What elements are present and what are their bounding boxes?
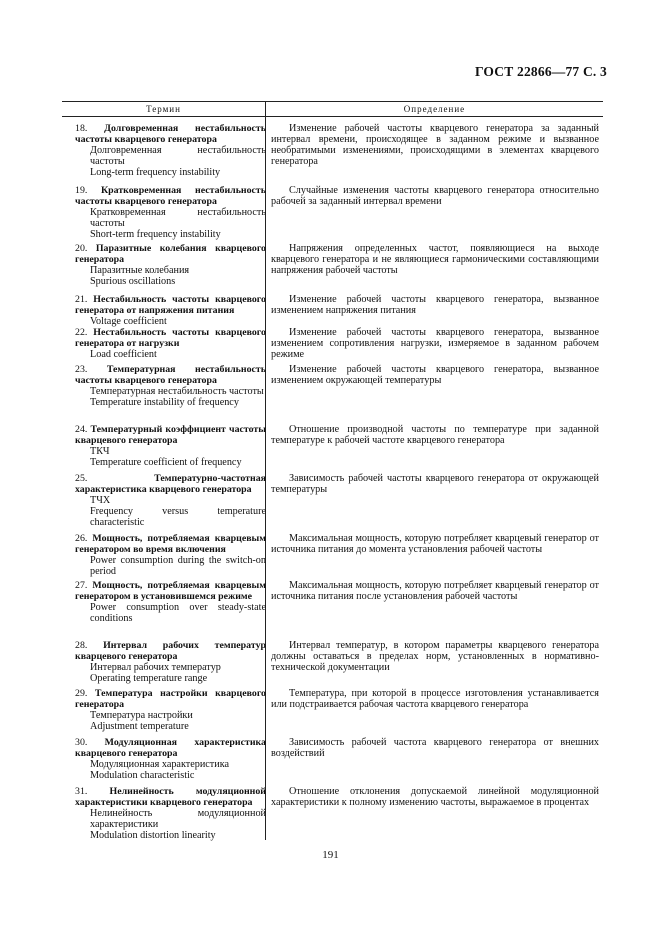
entry-number: 23. xyxy=(75,364,88,375)
entry-definition: Изменение рабочей частоты кварцевого генератора, вызванное изменением окружающей температуры xyxy=(271,364,599,387)
entry-english: Modulation characteristic xyxy=(90,770,195,782)
table-header-rule xyxy=(62,116,603,117)
entry-definition: Отношение отклонения допускаемой линейной модуляционной характеристики к полному изменению частоты, выражаемое в процентах xyxy=(271,786,599,809)
entry-definition: Изменение рабочей частоты кварцевого генератора, вызванное изменением напряжения питания xyxy=(271,294,599,317)
entry-english: Power consumption during the switch-on period xyxy=(90,555,266,578)
entry-synonym: Паразитные колебания xyxy=(90,265,190,277)
entry-term: Температурный коэффициент частоты кварцевого генератора xyxy=(75,424,266,447)
entry-english: Power consumption over steady-state conditions xyxy=(90,602,266,625)
entry-number: 29. xyxy=(75,688,88,699)
entry-english: Voltage coefficient xyxy=(90,316,167,328)
entry-synonym: Долговременная нестабильность частоты xyxy=(90,145,266,168)
page-number: 191 xyxy=(322,849,339,861)
entry-english: Load coefficient xyxy=(90,349,157,361)
entry-term: Модуляционная характеристика кварцевого генератора xyxy=(75,737,266,760)
entry-term: Температура настройки кварцевого генератора xyxy=(75,688,266,711)
entry-english: Short-term frequency instability xyxy=(90,229,221,241)
entry-definition: Максимальная мощность, которую потребляет кварцевый генератор от источника питания до момента установления рабочей частоты xyxy=(271,533,599,556)
entry-synonym: ТЧХ xyxy=(90,495,111,507)
entry-number: 27. xyxy=(75,580,88,591)
entry-number: 25. xyxy=(75,473,88,484)
entry-term: Температурно-частотная характеристика кварцевого генератора xyxy=(75,473,266,496)
entry-synonym: Модуляционная характеристика xyxy=(90,759,230,771)
entry-definition: Случайные изменения частоты кварцевого генератора относительно рабочей за заданный интервал времени xyxy=(271,185,599,208)
table-top-rule xyxy=(62,101,603,102)
entry-english: Adjustment temperature xyxy=(90,721,189,733)
entry-number: 20. xyxy=(75,243,88,254)
entry-term: Нестабильность частоты кварцевого генератора от нагрузки xyxy=(75,327,266,350)
entry-term: Паразитные колебания кварцевого генератора xyxy=(75,243,266,266)
column-header-term: Термин xyxy=(146,104,181,114)
entry-term: Температурная нестабильность частоты кварцевого генератора xyxy=(75,364,266,387)
entry-number: 19. xyxy=(75,185,88,196)
entry-synonym: Интервал рабочих температур xyxy=(90,662,221,674)
entry-english: Frequency versus temperature characteristic xyxy=(90,506,266,529)
entry-synonym: Кратковременная нестабильность частоты xyxy=(90,207,266,230)
column-header-definition: Определение xyxy=(403,104,466,114)
entry-number: 28. xyxy=(75,640,88,651)
entry-number: 31. xyxy=(75,786,88,797)
entry-number: 30. xyxy=(75,737,88,748)
entry-term: Мощность, потребляемая кварцевым генератором во время включения xyxy=(75,533,266,556)
entry-number: 22. xyxy=(75,327,88,338)
entry-definition: Напряжения определенных частот, появляющиеся на выходе кварцевого генератора и не являющиеся гармоническими составляющими напряжения рабочей частоты xyxy=(271,243,599,277)
entry-english: Operating temperature range xyxy=(90,673,208,685)
entry-definition: Максимальная мощность, которую потребляет кварцевый генератор от источника питания после установления рабочей частоты xyxy=(271,580,599,603)
entry-definition: Температура, при которой в процессе изготовления устанавливается или подстраивается рабочая частота кварцевого генератора xyxy=(271,688,599,711)
entry-definition: Зависимость рабочей частота кварцевого генератора от внешних воздействий xyxy=(271,737,599,760)
entry-synonym: ТКЧ xyxy=(90,446,110,458)
entry-definition: Изменение рабочей частоты кварцевого генератора, вызванное изменением сопротивления нагрузки, измеряемое в заданном рабочем режиме xyxy=(271,327,599,361)
entry-english: Long-term frequency instability xyxy=(90,167,221,179)
entry-english: Modulation distortion linearity xyxy=(90,830,216,842)
entry-definition: Изменение рабочей частоты кварцевого генератора за заданный интервал времени, происходящее в заданном режиме и вызванное необратимыми изменениями, происходящими в элементах кварцевого генератора xyxy=(271,123,599,168)
entry-term: Кратковременная нестабильность частоты кварцевого генератора xyxy=(75,185,266,208)
entry-definition: Отношение производной частоты по температуре при заданной температуре к рабочей частоте кварцевого генератора xyxy=(271,424,599,447)
entry-term: Интервал рабочих температур кварцевого генератора xyxy=(75,640,267,663)
entry-term: Долговременная нестабильность частоты кварцевого генератора xyxy=(75,123,266,146)
entry-term: Мощность, потребляемая кварцевым генератором в установившемся режиме xyxy=(75,580,266,603)
page-header: ГОСТ 22866—77 С. 3 xyxy=(474,64,607,79)
entry-english: Spurious oscillations xyxy=(90,276,176,288)
entry-definition: Зависимость рабочей частоты кварцевого генератора от окружающей температуры xyxy=(271,473,599,496)
entry-definition: Интервал температур, в котором параметры кварцевого генератора должны оставаться в пределах норм, установленных в нормативно-технической документации xyxy=(271,640,599,674)
entry-term: Нелинейность модуляционной характеристики кварцевого генератора xyxy=(75,786,266,809)
entry-synonym: Нелинейность модуляционной характеристики xyxy=(90,808,266,831)
entry-synonym: Температура настройки xyxy=(90,710,193,722)
entry-synonym: Температурная нестабильность частоты xyxy=(90,386,264,398)
entry-term: Нестабильность частоты кварцевого генератора от напряжения питания xyxy=(75,294,266,317)
entry-english: Temperature instability of frequency xyxy=(90,397,239,409)
entry-number: 21. xyxy=(75,294,88,305)
entry-number: 18. xyxy=(75,123,88,134)
entry-english: Temperature coefficient of frequency xyxy=(90,457,242,469)
entry-number: 24. xyxy=(75,424,88,435)
entry-number: 26. xyxy=(75,533,88,544)
